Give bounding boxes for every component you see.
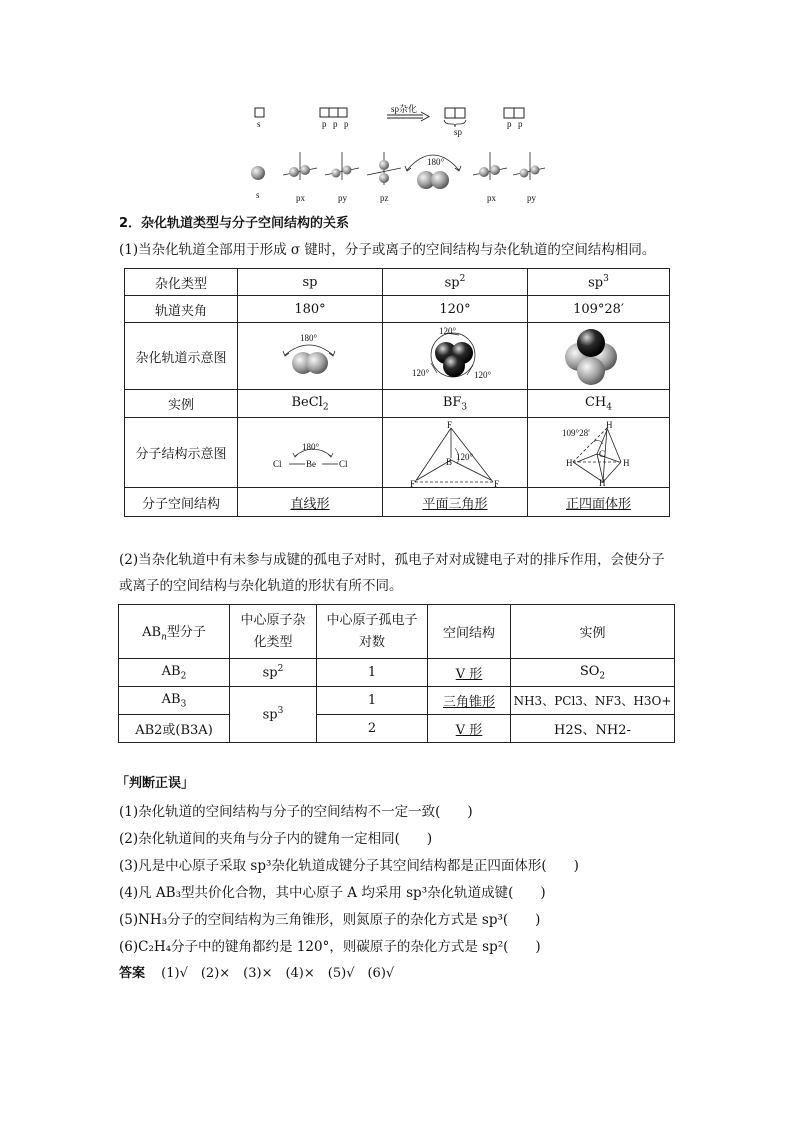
judge-item-4: (4)凡 AB₃型共价化合物，其中心原子 A 均采用 sp³杂化轨道成键( ) xyxy=(119,885,546,901)
ch4-c: C xyxy=(599,449,606,459)
bf3-b: B xyxy=(446,457,453,467)
lone-pair-table xyxy=(118,604,675,743)
section-paragraph-1: (1)当杂化轨道全部用于形成 σ 键时，分子或离子的空间结构与杂化轨道的空间结构相同。 xyxy=(119,242,656,258)
hybrid-cell: $sp^2$ xyxy=(230,659,317,687)
molecule-cell: AB2或(B3A) xyxy=(119,715,230,743)
shape-cell: V 形 xyxy=(428,715,511,743)
orbital-diagram-svg xyxy=(245,100,545,210)
judge-item-3: (3)凡是中心原子采取 sp³杂化轨道成键分子其空间结构都是正四面体形( ) xyxy=(119,858,579,874)
sp-label: sp xyxy=(454,127,463,137)
bf3-f1: F xyxy=(447,420,453,430)
sp-fig-angle: 180° xyxy=(300,333,318,343)
py-label: py xyxy=(338,193,347,203)
ch4-angle: 109°28′ xyxy=(562,428,591,438)
lone-pair-cell: 1 xyxy=(317,687,428,715)
ch4-h1: H xyxy=(606,420,613,430)
table-row xyxy=(125,390,670,418)
px-label: px xyxy=(296,193,305,203)
angle-cell: 180° xyxy=(238,296,383,323)
shape-cell: 平面三角形 xyxy=(383,488,528,517)
judge-item-6: (6)C₂H₄分子中的键角都约是 120°，则碳原子的杂化方式是 sp²( ) xyxy=(119,939,541,955)
judge-item-5: (5)NH₃分子的空间结构为三角锥形，则氮原子的杂化方式是 sp³( ) xyxy=(119,912,541,928)
section-heading: 2．杂化轨道类型与分子空间结构的关系 xyxy=(119,216,350,231)
row-label: 杂化类型 xyxy=(125,269,238,296)
answer-label: 答案 xyxy=(119,966,146,981)
molecule-cell: $AB_3$ xyxy=(119,687,230,715)
sp2-fig-left: 120° xyxy=(412,368,430,378)
table-row xyxy=(125,296,670,323)
sp2-fig-right: 120° xyxy=(474,370,492,380)
sp-angle-label: 180° xyxy=(427,157,445,167)
pz-label: pz xyxy=(380,193,389,203)
p-label-5: p xyxy=(518,119,523,129)
header-example: 实例 xyxy=(511,605,675,659)
example-cell: BeCl$_2$ xyxy=(238,390,383,418)
py2-label: py xyxy=(527,193,536,203)
type-cell: $sp^3$ xyxy=(528,269,670,296)
row-label: 实例 xyxy=(125,390,238,418)
paragraph-2-line-1: (2)当杂化轨道中有未参与成键的孤电子对时，孤电子对对成键电子对的排斥作用，会使分子 xyxy=(119,552,665,568)
shape-cell: V 形 xyxy=(428,659,511,687)
shape-cell: 直线形 xyxy=(238,488,383,517)
judge-item-2: (2)杂化轨道间的夹角与分子内的键角一定相同( ) xyxy=(119,831,433,847)
becl2-cl1: Cl xyxy=(273,459,282,469)
px2-label: px xyxy=(487,193,496,203)
ch4-h2: H xyxy=(566,458,573,468)
bf3-angle: 120° xyxy=(456,452,474,462)
example-cell: $CH_4$ xyxy=(528,390,670,418)
type-cell: $sp^2$ xyxy=(383,269,528,296)
header-shape: 空间结构 xyxy=(428,605,511,659)
lone-pair-cell: 1 xyxy=(317,659,428,687)
row-label: 轨道夹角 xyxy=(125,296,238,323)
answers: (1)√ (2)× (3)× (4)× (5)√ (6)√ xyxy=(161,966,395,981)
shape-cell: 正四面体形 xyxy=(528,488,670,517)
bf3-f3: F xyxy=(494,479,500,489)
becl2-cl2: Cl xyxy=(339,459,348,469)
angle-cell: 120° xyxy=(383,296,528,323)
row-label: 分子空间结构 xyxy=(125,488,238,517)
sp2-fig-top: 120° xyxy=(439,326,457,336)
type-cell: sp xyxy=(238,269,383,296)
angle-cell: 109°28′ xyxy=(528,296,670,323)
ch4-h3: H xyxy=(623,458,630,468)
shape-cell: 三角锥形 xyxy=(428,687,511,715)
answer-line xyxy=(119,964,394,984)
judge-title: 「判断正误」 xyxy=(116,776,195,791)
example-cell: H2S、NH2- xyxy=(511,715,675,743)
row-label: 杂化轨道示意图 xyxy=(125,323,238,390)
p-label-4: p xyxy=(507,119,512,129)
p-label-2: p xyxy=(333,119,338,129)
p-label-3: p xyxy=(344,119,349,129)
example-cell: NH3、PCl3、NF3、H3O+ xyxy=(511,687,675,715)
p-label-1: p xyxy=(322,119,327,129)
s-label: s xyxy=(257,119,261,129)
example-cell: $BF_3$ xyxy=(383,390,528,418)
ch4-h4: H xyxy=(599,478,606,488)
table-row xyxy=(125,488,670,517)
bf3-f2: F xyxy=(410,479,416,489)
table-row xyxy=(119,687,675,715)
judge-item-1: (1)杂化轨道的空间结构与分子的空间结构不一定一致( ) xyxy=(119,804,473,820)
table-header-row xyxy=(119,605,675,659)
example-cell: $SO_2$ xyxy=(511,659,675,687)
row-label: 分子结构示意图 xyxy=(125,418,238,488)
s-atom-label: s xyxy=(256,190,260,200)
lone-pair-cell: 2 xyxy=(317,715,428,743)
table-row xyxy=(119,715,675,743)
hybrid-cell: $sp^3$ xyxy=(230,687,317,743)
molecule-cell: $AB_2$ xyxy=(119,659,230,687)
header-lone-pairs: 中心原子孤电子 对数 xyxy=(317,605,428,659)
header-hybrid-type: 中心原子杂 化类型 xyxy=(230,605,317,659)
table-row xyxy=(119,659,675,687)
sp-hybrid-label: sp杂化 xyxy=(391,104,418,114)
paragraph-2-line-2: 或离子的空间结构与杂化轨道的形状有所不同。 xyxy=(119,578,403,594)
table-row xyxy=(125,269,670,296)
becl2-angle: 180° xyxy=(302,442,320,452)
header-molecule-type: $AB_n$型分子 xyxy=(119,605,230,659)
becl2-be: Be xyxy=(306,459,316,469)
